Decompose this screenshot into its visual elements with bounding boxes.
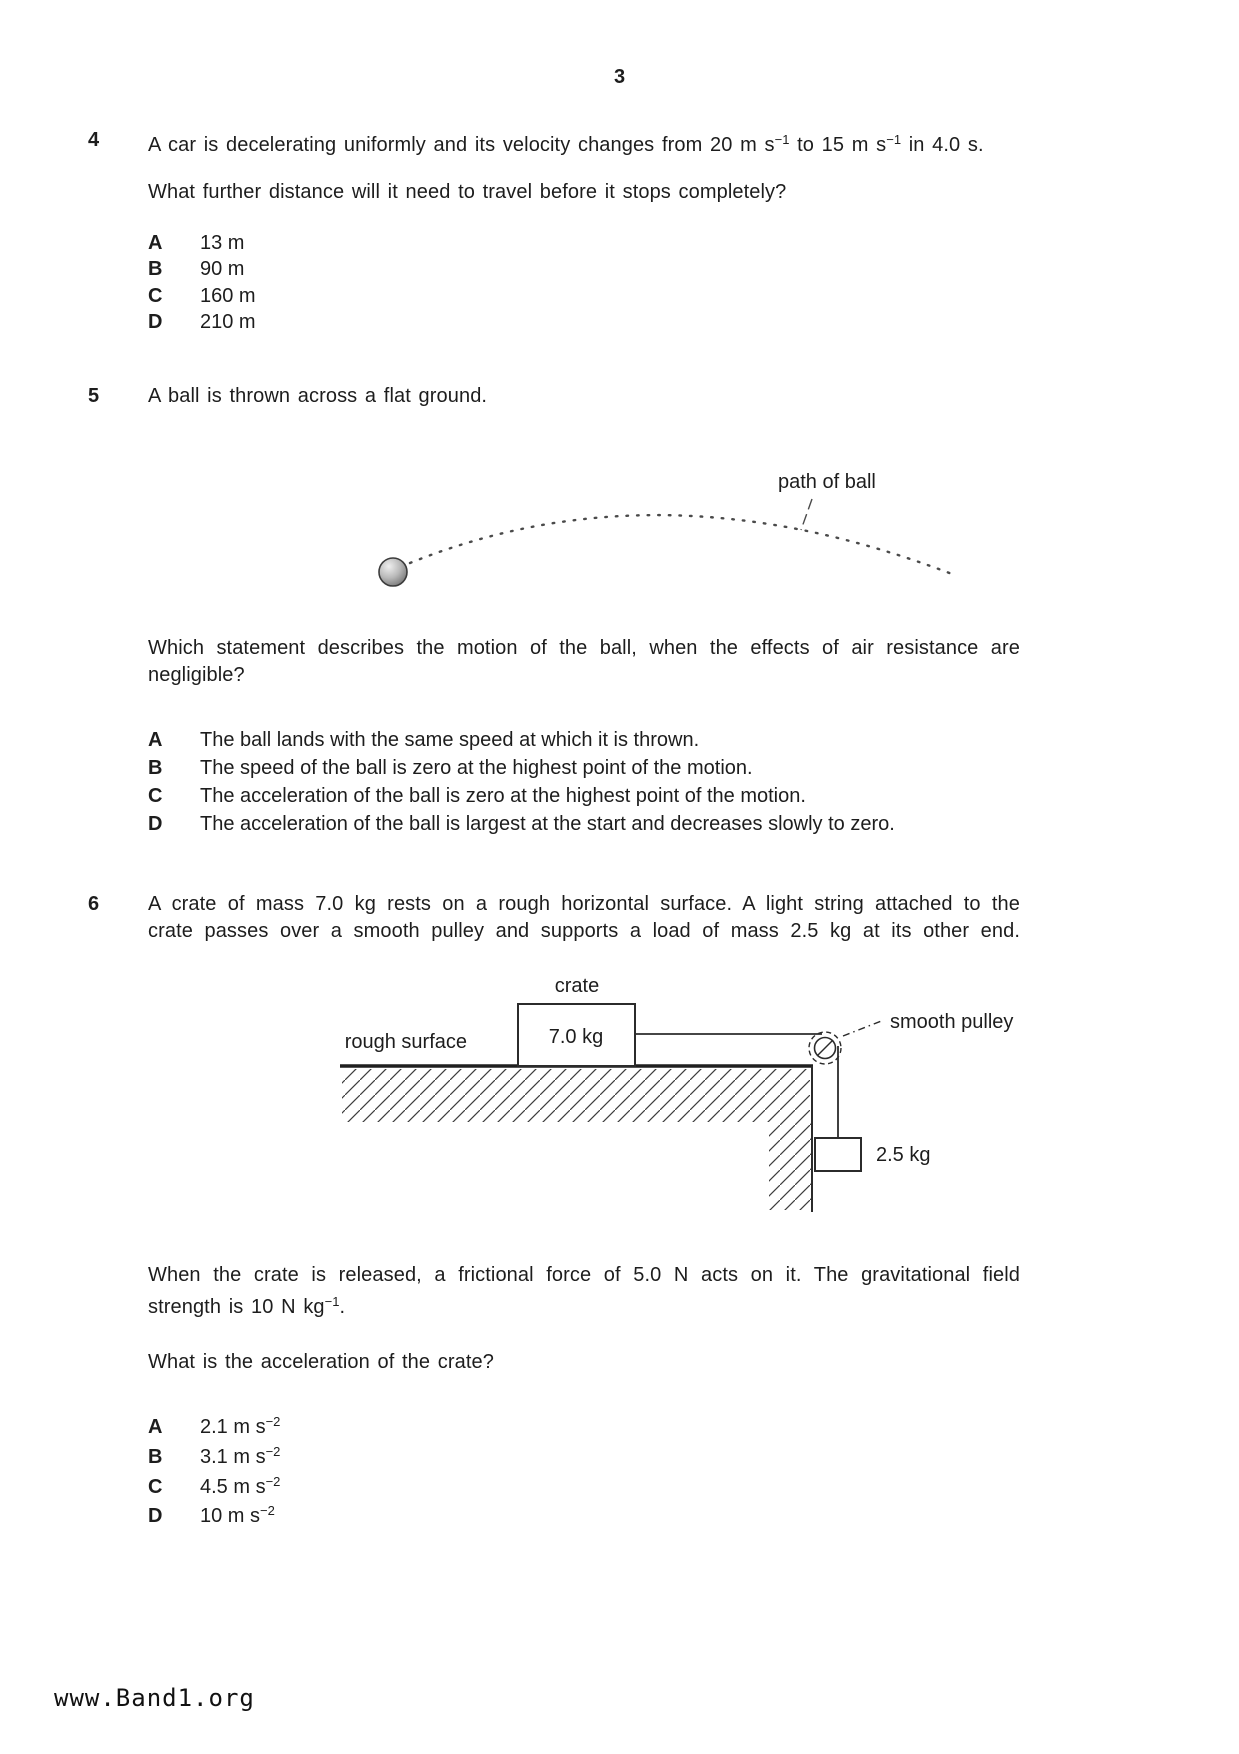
ball-path-dotted-arc: [410, 515, 952, 574]
q6-para-a: strength is 10 N kg: [148, 1296, 325, 1318]
option-text: The ball lands with the same speed at which it is thrown.: [200, 729, 700, 751]
q6-para-line1: When the crate is released, a frictional force of 5.0 N acts on it. The gravitational field: [148, 1264, 1020, 1286]
q5-option-b: [148, 755, 753, 783]
option-letter: B: [148, 258, 163, 280]
load-box: [815, 1138, 861, 1171]
ball-icon: [379, 558, 407, 586]
option-letter: D: [148, 311, 163, 333]
crate-mass-label: 7.0 kg: [548, 1026, 604, 1048]
question-6-text-line2: crate passes over a smooth pulley and supports a load of mass 2.5 kg at its other end.: [148, 920, 1020, 942]
q4-text-b: to 15 m s: [789, 134, 887, 156]
question-5-number: 5: [88, 385, 100, 407]
load-mass-label: 2.5 kg: [876, 1144, 931, 1166]
option-letter: B: [148, 757, 163, 779]
option-sup: −2: [265, 1414, 281, 1429]
projectile-diagram: [330, 438, 990, 608]
q5-option-c: [148, 783, 806, 811]
pulley-label-pointer-line: [843, 1020, 884, 1036]
question-4-prompt: What further distance will it need to travel before it stops completely?: [148, 181, 787, 203]
q5-option-a: [148, 727, 699, 755]
rough-surface-label: rough surface: [344, 1031, 467, 1053]
question-6-prompt: What is the acceleration of the crate?: [148, 1351, 494, 1373]
option-letter: A: [148, 729, 163, 751]
question-5-prompt-line2: negligible?: [148, 664, 245, 686]
option-text: The acceleration of the ball is largest at the start and decreases slowly to zero.: [200, 813, 895, 835]
q6-para-line2: [148, 1289, 345, 1320]
q6-para-b: .: [339, 1296, 346, 1318]
page-number: 3: [613, 66, 626, 88]
question-4-number: 4: [88, 129, 100, 151]
option-sup: −2: [265, 1444, 281, 1459]
option-text: 210 m: [200, 311, 256, 333]
option-text: 90 m: [200, 258, 245, 280]
q4-option-b: [148, 256, 244, 284]
q4-text-a: A car is decelerating uniformly and its velocity changes from 20 m s: [148, 134, 775, 156]
q4-text-c: in 4.0 s.: [901, 134, 984, 156]
q4-option-c: [148, 283, 256, 311]
option-letter: D: [148, 1505, 163, 1527]
option-text: 3.1 m s: [200, 1446, 266, 1468]
question-5-text: A ball is thrown across a flat ground.: [148, 385, 488, 407]
option-letter: C: [148, 285, 163, 307]
option-text: 160 m: [200, 285, 256, 307]
path-label-pointer-line: [801, 499, 812, 530]
option-text: 4.5 m s: [200, 1476, 266, 1498]
option-text: The speed of the ball is zero at the highest point of the motion.: [200, 757, 753, 779]
option-letter: C: [148, 785, 163, 807]
q4-sup-2: −1: [886, 132, 902, 147]
option-text: 10 m s: [200, 1505, 261, 1527]
wall-hatching: [769, 1122, 811, 1210]
option-letter: B: [148, 1446, 163, 1468]
footer-watermark: www.Band1.org: [54, 1684, 255, 1712]
q6-option-a: [148, 1408, 280, 1436]
question-6-number: 6: [88, 893, 100, 915]
pulley-diagram: [280, 962, 1070, 1224]
q4-sup-1: −1: [774, 132, 790, 147]
question-5-prompt-line1: Which statement describes the motion of the ball, when the effects of air resistance are: [148, 637, 1020, 659]
q6-para-sup: −1: [324, 1294, 340, 1309]
question-6-text-line1: A crate of mass 7.0 kg rests on a rough horizontal surface. A light string attached to the: [148, 893, 1020, 915]
option-text: 13 m: [200, 232, 245, 254]
option-letter: D: [148, 813, 163, 835]
option-letter: C: [148, 1476, 163, 1498]
q6-option-c: [148, 1468, 280, 1496]
option-sup: −2: [265, 1474, 281, 1489]
smooth-pulley-label: smooth pulley: [890, 1011, 1014, 1033]
option-sup: −2: [260, 1503, 275, 1518]
option-letter: A: [148, 232, 163, 254]
q5-option-d: [148, 811, 895, 839]
option-text: The acceleration of the ball is zero at the highest point of the motion.: [200, 785, 806, 807]
ground-hatching: [342, 1069, 810, 1122]
path-of-ball-label: path of ball: [778, 471, 876, 493]
crate-label: crate: [554, 975, 600, 997]
option-letter: A: [148, 1416, 163, 1438]
q4-option-a: [148, 230, 244, 258]
option-text: 2.1 m s: [200, 1416, 266, 1438]
q4-option-d: [148, 309, 256, 337]
question-4-text: [148, 127, 984, 158]
q6-option-b: [148, 1438, 280, 1466]
q6-option-d: [148, 1497, 275, 1525]
